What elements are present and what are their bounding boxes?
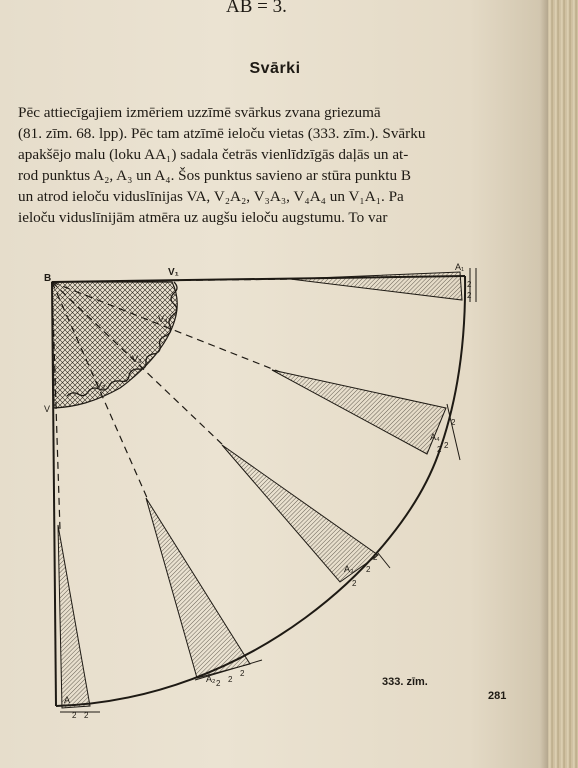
page-edges (548, 0, 578, 768)
section-title: Svārki (249, 60, 301, 77)
pleat-A2 (146, 498, 250, 678)
dimension-mark: 2 (84, 711, 89, 720)
dimension-mark: 2 (444, 441, 449, 450)
point-label-V: V (44, 404, 51, 414)
dimension-mark: 2 (373, 553, 378, 562)
point-label-A2: A₂ (206, 674, 216, 684)
dimension-mark: 2 (216, 679, 221, 688)
pleat-A4 (272, 370, 446, 454)
dimension-mark: 2 (437, 445, 442, 454)
point-label-V1: V₁ (168, 267, 179, 278)
page-number: 281 (488, 690, 507, 702)
paragraph-line: Pēc attiecīgajiem izmēriem uzzīmē svārkus zvana griezumā (18, 104, 381, 121)
point-label-V4: V₄ (158, 314, 168, 324)
point-label-V2: V₂ (96, 380, 106, 390)
point-label-B: B (44, 273, 52, 284)
pleat-A (58, 525, 90, 708)
point-label-A4: A₄ (430, 432, 440, 442)
paragraph-line: un atrod ieloču viduslīnijas VA, V₂A₂, V₃A₃, V₄A₄ un V₁A₁. Pa (18, 188, 404, 205)
dimension-mark: 2 (467, 280, 472, 289)
equation: AB = 3. (226, 0, 287, 17)
paragraph-line: rod punktus A₂, A₃ un A₄. Šos punktus savieno ar stūra punktu B (18, 167, 412, 184)
point-label-A: A (64, 695, 71, 705)
waist-shaded-area (52, 282, 177, 408)
figure-caption: 333. zīm. (382, 676, 428, 688)
dimension-mark: 2 (72, 711, 77, 720)
skirt-pattern-figure (0, 255, 552, 725)
dimension-mark: 2 (352, 579, 357, 588)
dimension-mark: 2 (228, 675, 233, 684)
point-label-V3: V₃ (132, 354, 142, 364)
point-label-A3: A₃ (344, 564, 354, 574)
dimension-mark: 2 (467, 291, 472, 300)
paragraph-line: (81. zīm. 68. lpp). Pēc tam atzīmē ieloču vietas (333. zīm.). Svārku (18, 125, 426, 142)
pleat-A3 (222, 445, 378, 582)
dimension-mark: 2 (240, 669, 245, 678)
paragraph-line: ieloču viduslīnijām atmēra uz augšu ieloču augstumu. To var (18, 209, 388, 226)
pleat-A1 (290, 272, 462, 300)
dimension-mark: 2 (451, 418, 456, 427)
paragraph-line: apakšējo malu (loku AA₁) sadala četrās vienlīdzīgās daļās un at- (18, 146, 409, 163)
point-label-A1: A₁ (455, 262, 465, 272)
dimension-mark: 2 (366, 565, 371, 574)
